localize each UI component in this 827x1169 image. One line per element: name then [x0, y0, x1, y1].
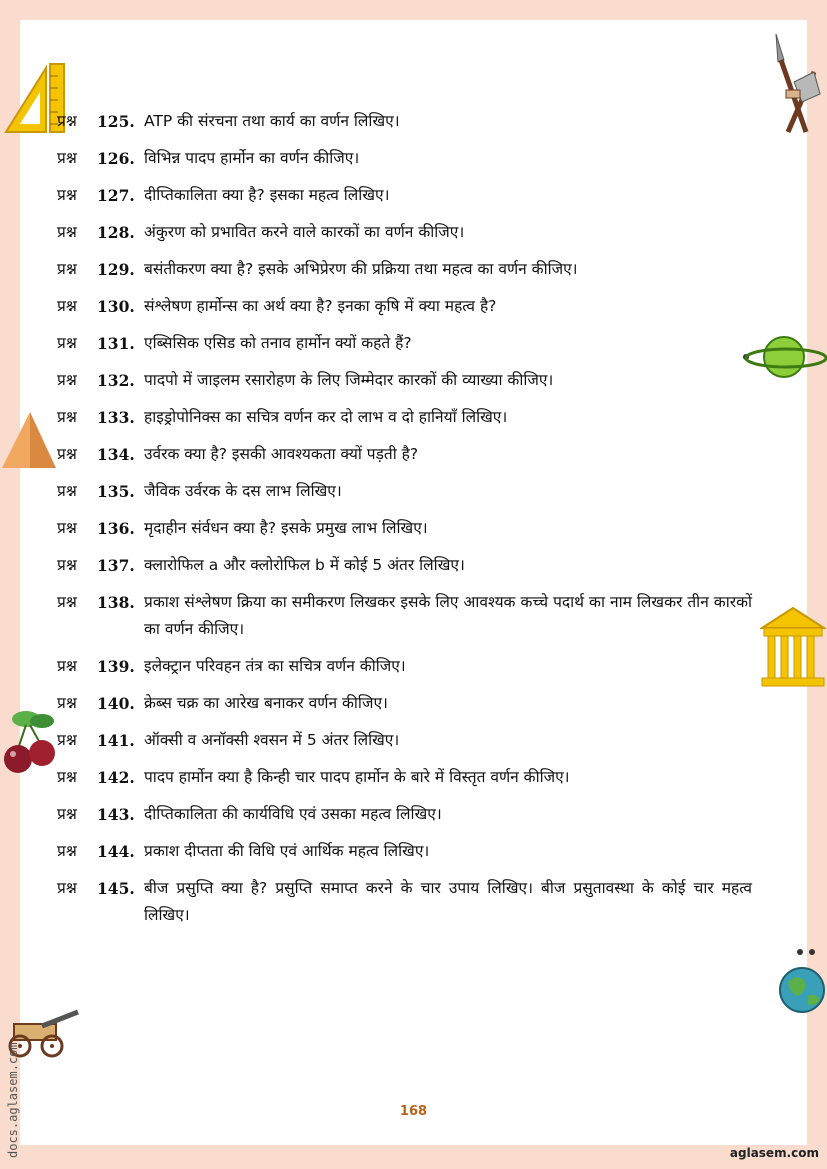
question-text: क्रेब्स चक्र का आरेख बनाकर वर्णन कीजिए। — [144, 694, 388, 712]
question-item — [57, 145, 752, 172]
question-number: 130. — [97, 297, 135, 316]
question-number: 142. — [97, 768, 135, 787]
question-number: 145. — [97, 879, 135, 898]
question-item — [57, 552, 752, 579]
question-text: संश्लेषण हार्मोन्स का अर्थ क्या है? इनका कृषि में क्या महत्व है? — [144, 297, 497, 315]
question-number: 143. — [97, 805, 135, 824]
globe-icon — [778, 946, 826, 1018]
question-number: 138. — [97, 593, 135, 612]
question-item — [57, 515, 752, 542]
question-item — [57, 293, 752, 320]
question-prefix: प्रश्न — [57, 371, 77, 389]
question-item — [57, 367, 752, 394]
question-text: बसंतीकरण क्या है? इसके अभिप्रेरण की प्रक्रिया तथा महत्व का वर्णन कीजिए। — [144, 260, 578, 278]
question-prefix: प्रश्न — [57, 657, 77, 675]
question-item — [57, 801, 752, 828]
question-number: 131. — [97, 334, 135, 353]
question-text: अंकुरण को प्रभावित करने वाले कारकों का वर्णन कीजिए। — [144, 223, 465, 241]
question-text: जैविक उर्वरक के दस लाभ लिखिए। — [144, 482, 342, 500]
question-prefix: प्रश्न — [57, 297, 77, 315]
question-item — [57, 108, 752, 135]
spear-axe-icon — [764, 32, 824, 136]
question-text: बीज प्रसुप्ति क्या है? प्रसुप्ति समाप्त करने के चार उपाय लिखिए। बीज प्रसुतावस्था के कोई चार महत्व लिखिए। — [144, 879, 752, 924]
question-text: पादप हार्मोन क्या है किन्ही चार पादप हार्मोन के बारे में विस्तृत वर्णन कीजिए। — [144, 768, 570, 786]
question-number: 132. — [97, 371, 135, 390]
question-item — [57, 653, 752, 680]
question-prefix: प्रश्न — [57, 842, 77, 860]
question-prefix: प्रश्न — [57, 593, 77, 611]
question-prefix: प्रश्न — [57, 408, 77, 426]
question-number: 140. — [97, 694, 135, 713]
question-text: दीप्तिकालिता क्या है? इसका महत्व लिखिए। — [144, 186, 390, 204]
question-number: 139. — [97, 657, 135, 676]
question-item — [57, 256, 752, 283]
question-text: उर्वरक क्या है? इसकी आवश्यकता क्यों पड़ती है? — [144, 445, 419, 463]
question-text: प्रकाश दीप्तता की विधि एवं आर्थिक महत्व लिखिए। — [144, 842, 430, 860]
question-number: 133. — [97, 408, 135, 427]
pyramid-icon — [0, 410, 58, 470]
question-prefix: प्रश्न — [57, 805, 77, 823]
question-prefix: प्रश्न — [57, 186, 77, 204]
question-prefix: प्रश्न — [57, 334, 77, 352]
question-prefix: प्रश्न — [57, 260, 77, 278]
question-text: क्लारोफिल a और क्लोरोफिल b में कोई 5 अंतर लिखिए। — [144, 556, 465, 574]
question-item — [57, 690, 752, 717]
question-prefix: प्रश्न — [57, 223, 77, 241]
question-list — [57, 108, 752, 939]
question-number: 135. — [97, 482, 135, 501]
question-item — [57, 330, 752, 357]
side-watermark — [4, 980, 22, 1160]
question-item — [57, 219, 752, 246]
question-prefix: प्रश्न — [57, 731, 77, 749]
question-prefix: प्रश्न — [57, 879, 77, 897]
planet-icon — [742, 332, 827, 382]
question-item — [57, 589, 752, 643]
question-number: 134. — [97, 445, 135, 464]
temple-icon — [760, 606, 826, 688]
question-prefix: प्रश्न — [57, 112, 77, 130]
question-text: ऑक्सी व अनॉक्सी श्वसन में 5 अंतर लिखिए। — [144, 731, 400, 749]
question-item — [57, 838, 752, 865]
question-text: इलेक्ट्रान परिवहन तंत्र का सचित्र वर्णन कीजिए। — [144, 657, 406, 675]
question-number: 128. — [97, 223, 135, 242]
question-text: दीप्तिकालिता की कार्यविधि एवं उसका महत्व लिखिए। — [144, 805, 442, 823]
question-prefix: प्रश्न — [57, 445, 77, 463]
question-prefix: प्रश्न — [57, 519, 77, 537]
footer-brand: aglasem.com — [729, 1146, 819, 1160]
question-number: 126. — [97, 149, 135, 168]
cherries-icon — [2, 705, 60, 780]
question-item — [57, 441, 752, 468]
question-number: 136. — [97, 519, 135, 538]
question-prefix: प्रश्न — [57, 556, 77, 574]
page-number: 168 — [399, 1104, 428, 1119]
question-item — [57, 727, 752, 754]
question-text: प्रकाश संश्लेषण क्रिया का समीकरण लिखकर इसके लिए आवश्यक कच्चे पदार्थ का नाम लिखकर तीन कारकों का वर्णन कीजिए। — [144, 593, 752, 638]
question-prefix: प्रश्न — [57, 149, 77, 167]
question-item — [57, 764, 752, 791]
question-number: 125. — [97, 112, 135, 131]
question-number: 144. — [97, 842, 135, 861]
question-number: 141. — [97, 731, 135, 750]
question-item — [57, 404, 752, 431]
question-number: 127. — [97, 186, 135, 205]
question-prefix: प्रश्न — [57, 768, 77, 786]
question-text: हाइड्रोपोनिक्स का सचित्र वर्णन कर दो लाभ व दो हानियाँ लिखिए। — [144, 408, 508, 426]
question-text: एब्सिसिक एसिड को तनाव हार्मोन क्यों कहते हैं? — [144, 334, 412, 352]
question-prefix: प्रश्न — [57, 694, 77, 712]
question-text: पादपो में जाइलम रसारोहण के लिए जिम्मेदार कारकों की व्याख्या कीजिए। — [144, 371, 554, 389]
question-item — [57, 182, 752, 209]
question-text: मृदाहीन संर्वधन क्या है? इसके प्रमुख लाभ लिखिए। — [144, 519, 428, 537]
question-number: 137. — [97, 556, 135, 575]
question-prefix: प्रश्न — [57, 482, 77, 500]
question-text: ATP की संरचना तथा कार्य का वर्णन लिखिए। — [144, 112, 400, 130]
question-number: 129. — [97, 260, 135, 279]
watermark-text: docs.aglasem.com — [6, 1042, 20, 1158]
question-item — [57, 478, 752, 505]
question-text: विभिन्न पादप हार्मोन का वर्णन कीजिए। — [144, 149, 360, 167]
question-item — [57, 875, 752, 929]
